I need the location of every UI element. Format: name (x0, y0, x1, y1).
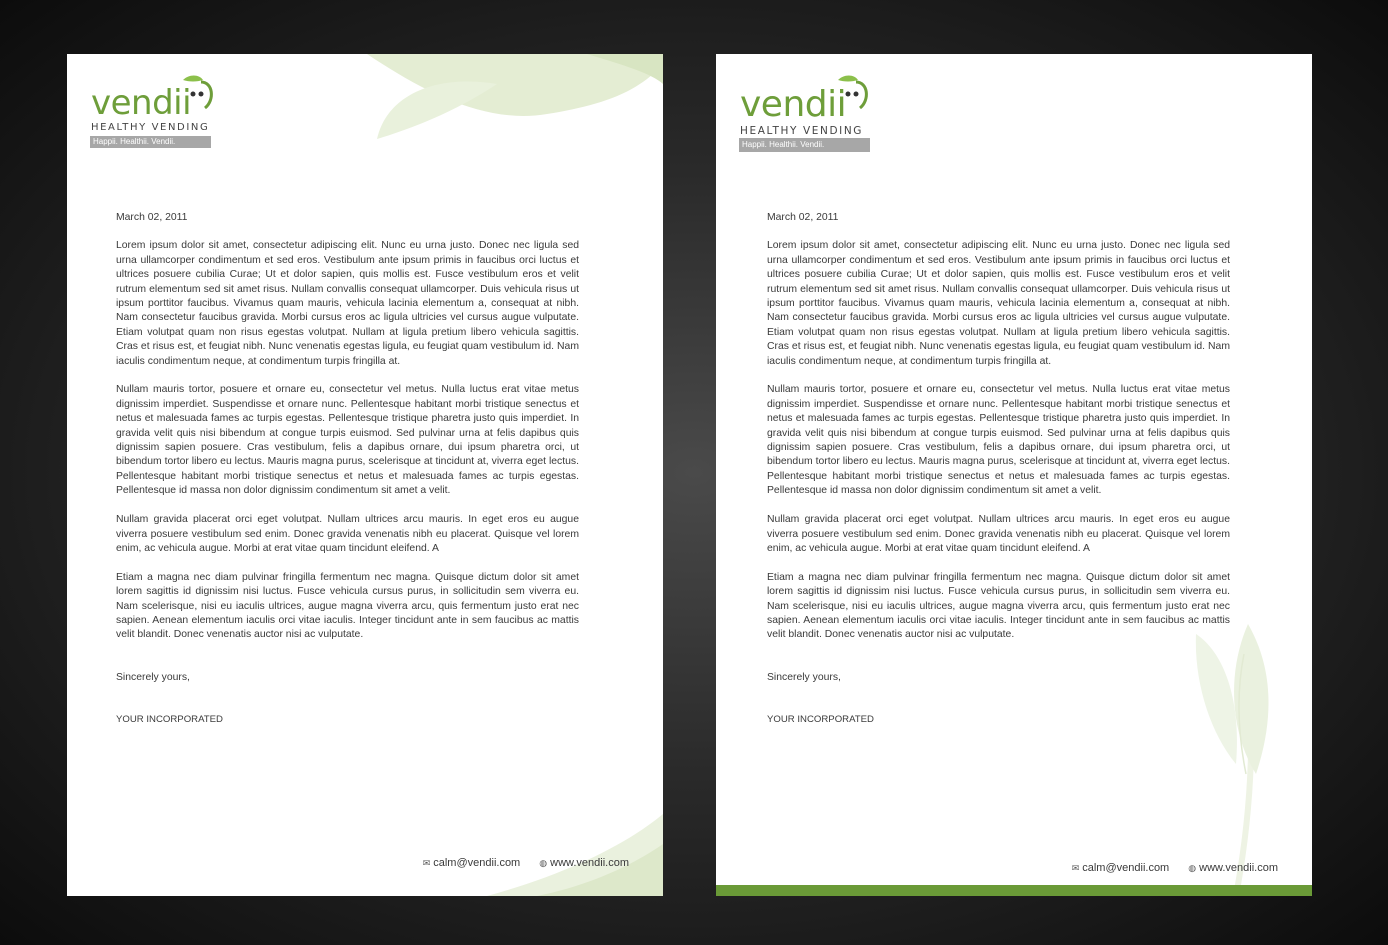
paragraph: Lorem ipsum dolor sit amet, consectetur adipiscing elit. Nunc eu urna justo. Donec nec ligula sed urna ullamcorper condimentum et sed eros. Vestibulum ante ipsum primis in faucibus orci luctus et ultrices posuere cubilia Curae; Ut et dolor sapien, quis mollis est. Fusce vestibulum eros et velit rutrum elementum sed sit amet risus. Nullam convallis consequat ullamcorper. Duis vehicula risus ut ipsum porttitor faucibus. Vivamus quam mauris, vehicula lacinia elementum a, consequat at nibh. Nam consectetur faucibus gravida. Morbi cursus eros ac ligula ultricies vel cursus augue vulputate. Etiam volutpat quam non risus egestas volutpat. Nullam at ligula pretium libero vehicula sagittis. Cras et risus est, et feugiat nibh. Nunc venenatis egestas ligula, eu feugiat quam vestibulum id. Nam iaculis condimentum neque, at condimentum turpis fringilla at. (116, 240, 579, 367)
brand-subtitle: HEALTHY VENDING (740, 125, 864, 137)
letter-closing: Sincerely yours, (116, 671, 190, 683)
email-text: calm@vendii.com (433, 857, 521, 869)
vendii-logo (89, 74, 229, 154)
brand-name: vendii (91, 83, 192, 123)
paragraph: Nullam gravida placerat orci eget volutpat. Nullam ultrices arcu mauris. In eget eros eu augue viverra posuere vestibulum sed enim. Donec gravida venenatis nibh eu placerat. Quisque vel lorem enim, ac vehicula augue. Morbi at erat vitae quam tincidunt eleifend. A (116, 514, 579, 554)
contact-footer (1056, 862, 1278, 874)
letter-body (116, 211, 579, 728)
email-text: calm@vendii.com (1082, 862, 1170, 874)
letter-date: March 02, 2011 (116, 212, 188, 223)
paragraph: Etiam a magna nec diam pulvinar fringilla fermentum nec magna. Quisque dictum dolor sit amet lorem sagittis id dignissim nisi luctus. Fusce vehicula cursus purus, in sollicitudin sem viverra eu. Nam scelerisque, nisi eu iaculis ultrices, augue magna viverra arcu, quis fermentum justo erat nec sapien. Aenean elementum iaculis orci vitae iaculis. Integer tincidunt ante in sem faucibus ac mattis velit blandit. Donec venenatis auctor nisi ac vulputate. (116, 571, 579, 641)
company-name: YOUR INCORPORATED (116, 714, 223, 726)
letter-body (767, 211, 1230, 728)
paragraph: Nullam mauris tortor, posuere et ornare eu, consectetur vel metus. Nulla luctus erat vitae metus dignissim imperdiet. Suspendisse et ornare nunc. Pellentesque habitant morbi tristique senectus et netus et malesuada fames ac turpis egestas. Pellentesque tristique pharetra justo quis imperdiet. In gravida velit quis nisi bibendum at congue turpis euismod. Sed pulvinar urna at felis dapibus quis dignissim sapien posuere. Cras vestibulum, felis a dapibus ornare, dui ipsum pharetra orci, ut bibendum tortor libero eu lectus. Mauris magna purus, scelerisque at tincidunt at, viverra eget lectus. Pellentesque habitant morbi tristique senectus et netus et malesuada fames ac turpis egestas. Pellentesque id massa non dolor dignissim condimentum sit amet a velit. (116, 384, 579, 497)
globe-icon: ◍ (539, 858, 548, 868)
brand-subtitle: HEALTHY VENDING (91, 122, 210, 133)
website-contact[interactable] (1188, 862, 1278, 874)
globe-icon: ◍ (1188, 863, 1197, 873)
brand-tagline: Happii. Healthii. Vendii. (90, 136, 211, 148)
company-name: YOUR INCORPORATED (767, 714, 874, 726)
contact-footer (407, 857, 629, 869)
paragraph: Etiam a magna nec diam pulvinar fringilla fermentum nec magna. Quisque dictum dolor sit amet lorem sagittis id dignissim nisi luctus. Fusce vehicula cursus purus, in sollicitudin sem viverra eu. Nam scelerisque, nisi eu iaculis ultrices, augue magna viverra arcu, quis fermentum justo erat nec sapien. Aenean elementum iaculis orci vitae iaculis. Integer tincidunt ante in sem faucibus ac mattis velit blandit. Donec venenatis auctor nisi ac vulputate. (767, 571, 1230, 641)
brand-tagline: Happii. Healthii. Vendii. (739, 138, 870, 152)
paragraph: Lorem ipsum dolor sit amet, consectetur adipiscing elit. Nunc eu urna justo. Donec nec ligula sed urna ullamcorper condimentum et sed eros. Vestibulum ante ipsum primis in faucibus orci luctus et ultrices posuere cubilia Curae; Ut et dolor sapien, quis mollis est. Fusce vestibulum eros et velit rutrum elementum sed sit amet risus. Nullam convallis consequat ullamcorper. Duis vehicula risus ut ipsum porttitor faucibus. Vivamus quam mauris, vehicula lacinia elementum a, consequat at nibh. Nam consectetur faucibus gravida. Morbi cursus eros ac ligula ultricies vel cursus augue vulputate. Etiam volutpat quam non risus egestas volutpat. Nullam at ligula pretium libero vehicula sagittis. Cras et risus est, et feugiat nibh. Nunc venenatis egestas ligula, eu feugiat quam vestibulum id. Nam iaculis condimentum neque, at condimentum turpis fringilla at. (767, 240, 1230, 367)
website-contact[interactable] (539, 857, 629, 869)
website-text: www.vendii.com (1199, 862, 1278, 874)
footer-green-bar (716, 885, 1312, 896)
email-contact[interactable] (423, 857, 521, 869)
letterhead-page-left (67, 54, 663, 896)
letter-date: March 02, 2011 (767, 212, 839, 223)
envelope-icon: ✉ (1071, 863, 1080, 873)
vendii-logo (738, 74, 878, 154)
envelope-icon: ✉ (422, 858, 431, 868)
letter-closing: Sincerely yours, (767, 671, 841, 683)
paragraph: Nullam mauris tortor, posuere et ornare eu, consectetur vel metus. Nulla luctus erat vitae metus dignissim imperdiet. Suspendisse et ornare nunc. Pellentesque habitant morbi tristique senectus et netus et malesuada fames ac turpis egestas. Pellentesque tristique pharetra justo quis imperdiet. In gravida velit quis nisi bibendum at congue turpis euismod. Sed pulvinar urna at felis dapibus quis dignissim sapien posuere. Cras vestibulum, felis a dapibus ornare, dui ipsum pharetra orci, ut bibendum tortor libero eu lectus. Mauris magna purus, scelerisque at tincidunt at, viverra eget lectus. Pellentesque habitant morbi tristique senectus et netus et malesuada fames ac turpis egestas. Pellentesque id massa non dolor dignissim condimentum sit amet a velit. (767, 384, 1230, 497)
paragraph: Nullam gravida placerat orci eget volutpat. Nullam ultrices arcu mauris. In eget eros eu augue viverra posuere vestibulum sed enim. Donec gravida venenatis nibh eu placerat. Quisque vel lorem enim, ac vehicula augue. Morbi at erat vitae quam tincidunt eleifend. A (767, 514, 1230, 554)
email-contact[interactable] (1072, 862, 1170, 874)
brand-name: vendii (740, 84, 847, 125)
letterhead-page-right (716, 54, 1312, 896)
website-text: www.vendii.com (550, 857, 629, 869)
